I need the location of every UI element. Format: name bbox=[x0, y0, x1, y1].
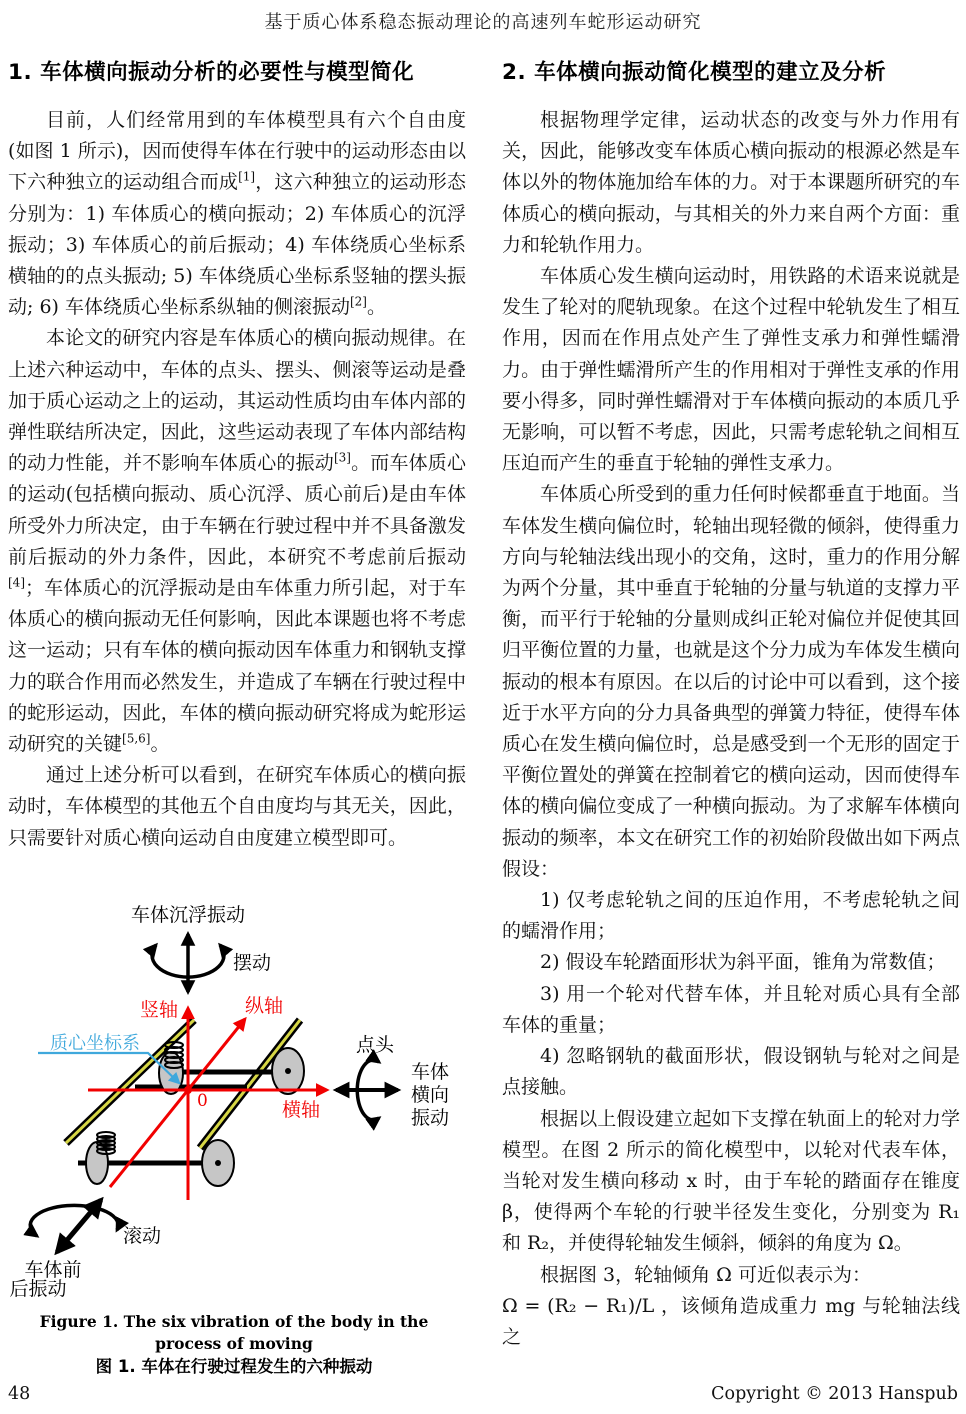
lateral-vib-label-1: 车体 bbox=[410, 1061, 450, 1083]
running-title: 基于质心体系稳态振动理论的高速列车蛇形运动研究 bbox=[264, 12, 702, 33]
right-column bbox=[502, 57, 960, 1353]
right-paragraph-5: 根据图 3，轮轴倾角 Ω 可近似表示为： bbox=[540, 1263, 871, 1286]
centroid-frame-label: 质心坐标系 bbox=[50, 1033, 140, 1054]
longitudinal-axis-label: 纵轴 bbox=[244, 995, 284, 1017]
left-paragraph-2: 本论文的研究内容是车体质心的横向振动规律。在上述六种运动中，车体的点头、摆头、侧滚等运动是叠加于质心运动之上的运动，其运动性质均由车体内部的弹性联结所决定，因此，这些运动表现了车体内部结构的动力性能，并不影响车体质心的振动[3]。而车体质心的运动(包括横向振动、质心沉浮、质心前后)是由车体所受外力所决定，由于车辆在行驶过程中并不具备激发前后振动的外力条件，因此，本研究不考虑前后振动[4]；车体质心的沉浮振动是由车体重力所引起，对于车体质心的横向振动无任何影响，因此本课题也将不考虑这一运动；只有车体的横向振动因车体重力和钢轨支撑力的联合作用而必然发生，并造成了车辆在行驶过程中的蛇形运动，因此，车体的横向振动研究将成为蛇形运动研究的关键[5,6]。 bbox=[8, 327, 466, 756]
roll-label: 滚动 bbox=[122, 1225, 162, 1247]
figure-1-caption bbox=[8, 1311, 460, 1379]
copyright-notice: Copyright © 2013 Hanspub bbox=[711, 1384, 958, 1404]
assumption-item-2: 2) 假设车轮踏面形状为斜平面，锥角为常数值； bbox=[540, 951, 946, 974]
figure-1-diagram bbox=[0, 890, 466, 1314]
vertical-axis-label: 竖轴 bbox=[139, 999, 179, 1021]
figure-caption-en: Figure 1. The six vibration of the body in the process of moving bbox=[39, 1312, 429, 1353]
figure-caption-zh: 图 1. 车体在行驶过程发生的六种振动 bbox=[95, 1357, 373, 1376]
right-paragraph-2: 车体质心发生横向运动时，用铁路的术语来说就是发生了轮对的爬轨现象。在这个过程中轮轨发生了相互作用，因而在作用点处产生了弹性支承力和弹性蠕滑力。由于弹性蠕滑所产生的作用相对于弹性支承的作用要小得多，同时弹性蠕滑对于车体横向振动的本质几乎无影响，可以暂不考虑，因此，只需考虑轮轨之间相互压迫而产生的垂直于轮轴的弹性支承力。 bbox=[502, 265, 960, 475]
right-paragraph-1: 根据物理学定律，运动状态的改变与外力作用有关，因此，能够改变车体质心横向振动的根源必然是车体以外的物体施加给车体的力。对于本课题所研究的车体质心的横向振动，与其相关的外力来自两个方面：重力和轮轨作用力。 bbox=[502, 109, 960, 256]
formula-line: Ω = (R₂ − R₁)/L ，该倾角造成重力 mg 与轮轴法线之 bbox=[502, 1294, 960, 1348]
section-2-heading: 2. 车体横向振动简化模型的建立及分析 bbox=[502, 60, 887, 85]
assumption-item-3: 3) 用一个轮对代替车体，并且轮对质心具有全部车体的重量； bbox=[502, 982, 960, 1036]
origin-dot bbox=[184, 1086, 192, 1094]
left-paragraph-3: 通过上述分析可以看到，在研究车体质心的横向振动时，车体模型的其他五个自由度均与其无关，因此，只需要针对质心横向运动自由度建立模型即可。 bbox=[8, 764, 466, 849]
assumption-item-1: 1) 仅考虑轮轨之间的压迫作用，不考虑轮轨之间的蠕滑作用； bbox=[502, 889, 960, 943]
right-paragraph-4: 根据以上假设建立起如下支撑在轨面上的轮对力学模型。在图 2 所示的简化模型中，以轮对代表车体，当轮对发生横向移动 x 时，由于车轮的踏面存在锥度 β，使得两个车轮的行驶半径发生变化，分别变为 R₁ 和 R₂，并使得轮轴发生倾斜，倾斜的角度为 Ω。 bbox=[502, 1107, 960, 1255]
assumption-item-4: 4) 忽略钢轨的截面形状，假设钢轨与轮对之间是点接触。 bbox=[502, 1045, 960, 1099]
pitch-label: 点头 bbox=[355, 1034, 395, 1056]
left-paragraph-1: 目前，人们经常用到的车体模型具有六个自由度(如图 1 所示)，因而使得车体在行驶中的运动形态由以下六种独立的运动组合而成[1]，这六种独立的运动形态分别为：1) 车体质心的横向振动；2) 车体质心的沉浮振动；3) 车体质心的前后振动；4) 车体绕质心坐标系横轴的的点头振动; 5) 车体绕质心坐标系竖轴的摆头振动; 6) 车体绕质心坐标系纵轴的侧滚振动[2]。 bbox=[8, 109, 466, 319]
foreaft-vibration-arrow bbox=[57, 1200, 101, 1252]
left-column bbox=[8, 57, 466, 854]
right-paragraph-3: 车体质心所受到的重力任何时候都垂直于地面。当车体发生横向偏位时，轮轴出现轻微的倾斜，使得重力方向与轮轴法线出现小的交角，这时，重力的作用分解为两个分量，其中垂直于轮轴的分量与轨道的支撑力平衡，而平行于轮轴的分量则成纠正轮对偏位并促使其回归平衡位置的力量，也就是这个分力成为车体发生横向振动的根本有原因。在以后的讨论中可以看到，这个接近于水平方向的分力具备典型的弹簧力特征，使得车体质心在发生横向偏位时，总是感受到一个无形的固定于平衡位置处的弹簧在控制着它的横向运动，因而使得车体的横向偏位变成了一种横向振动。为了求解车体横向振动的频率，本文在研究工作的初始阶段做出如下两点假设： bbox=[502, 483, 960, 880]
foreaft-label-2: 后振动 bbox=[9, 1278, 67, 1300]
heave-label: 车体沉浮振动 bbox=[130, 904, 246, 926]
lateral-vib-label-3: 振动 bbox=[410, 1107, 450, 1129]
lateral-axis-label: 横轴 bbox=[281, 1099, 321, 1121]
foreaft-label-1: 车体前 bbox=[24, 1259, 82, 1281]
lateral-vib-label-2: 横向 bbox=[410, 1084, 450, 1106]
yaw-label: 摆动 bbox=[232, 952, 272, 974]
page-number: 48 bbox=[8, 1384, 31, 1404]
origin-label: 0 bbox=[197, 1091, 208, 1111]
section-1-heading: 1. 车体横向振动分析的必要性与模型简化 bbox=[8, 60, 415, 85]
